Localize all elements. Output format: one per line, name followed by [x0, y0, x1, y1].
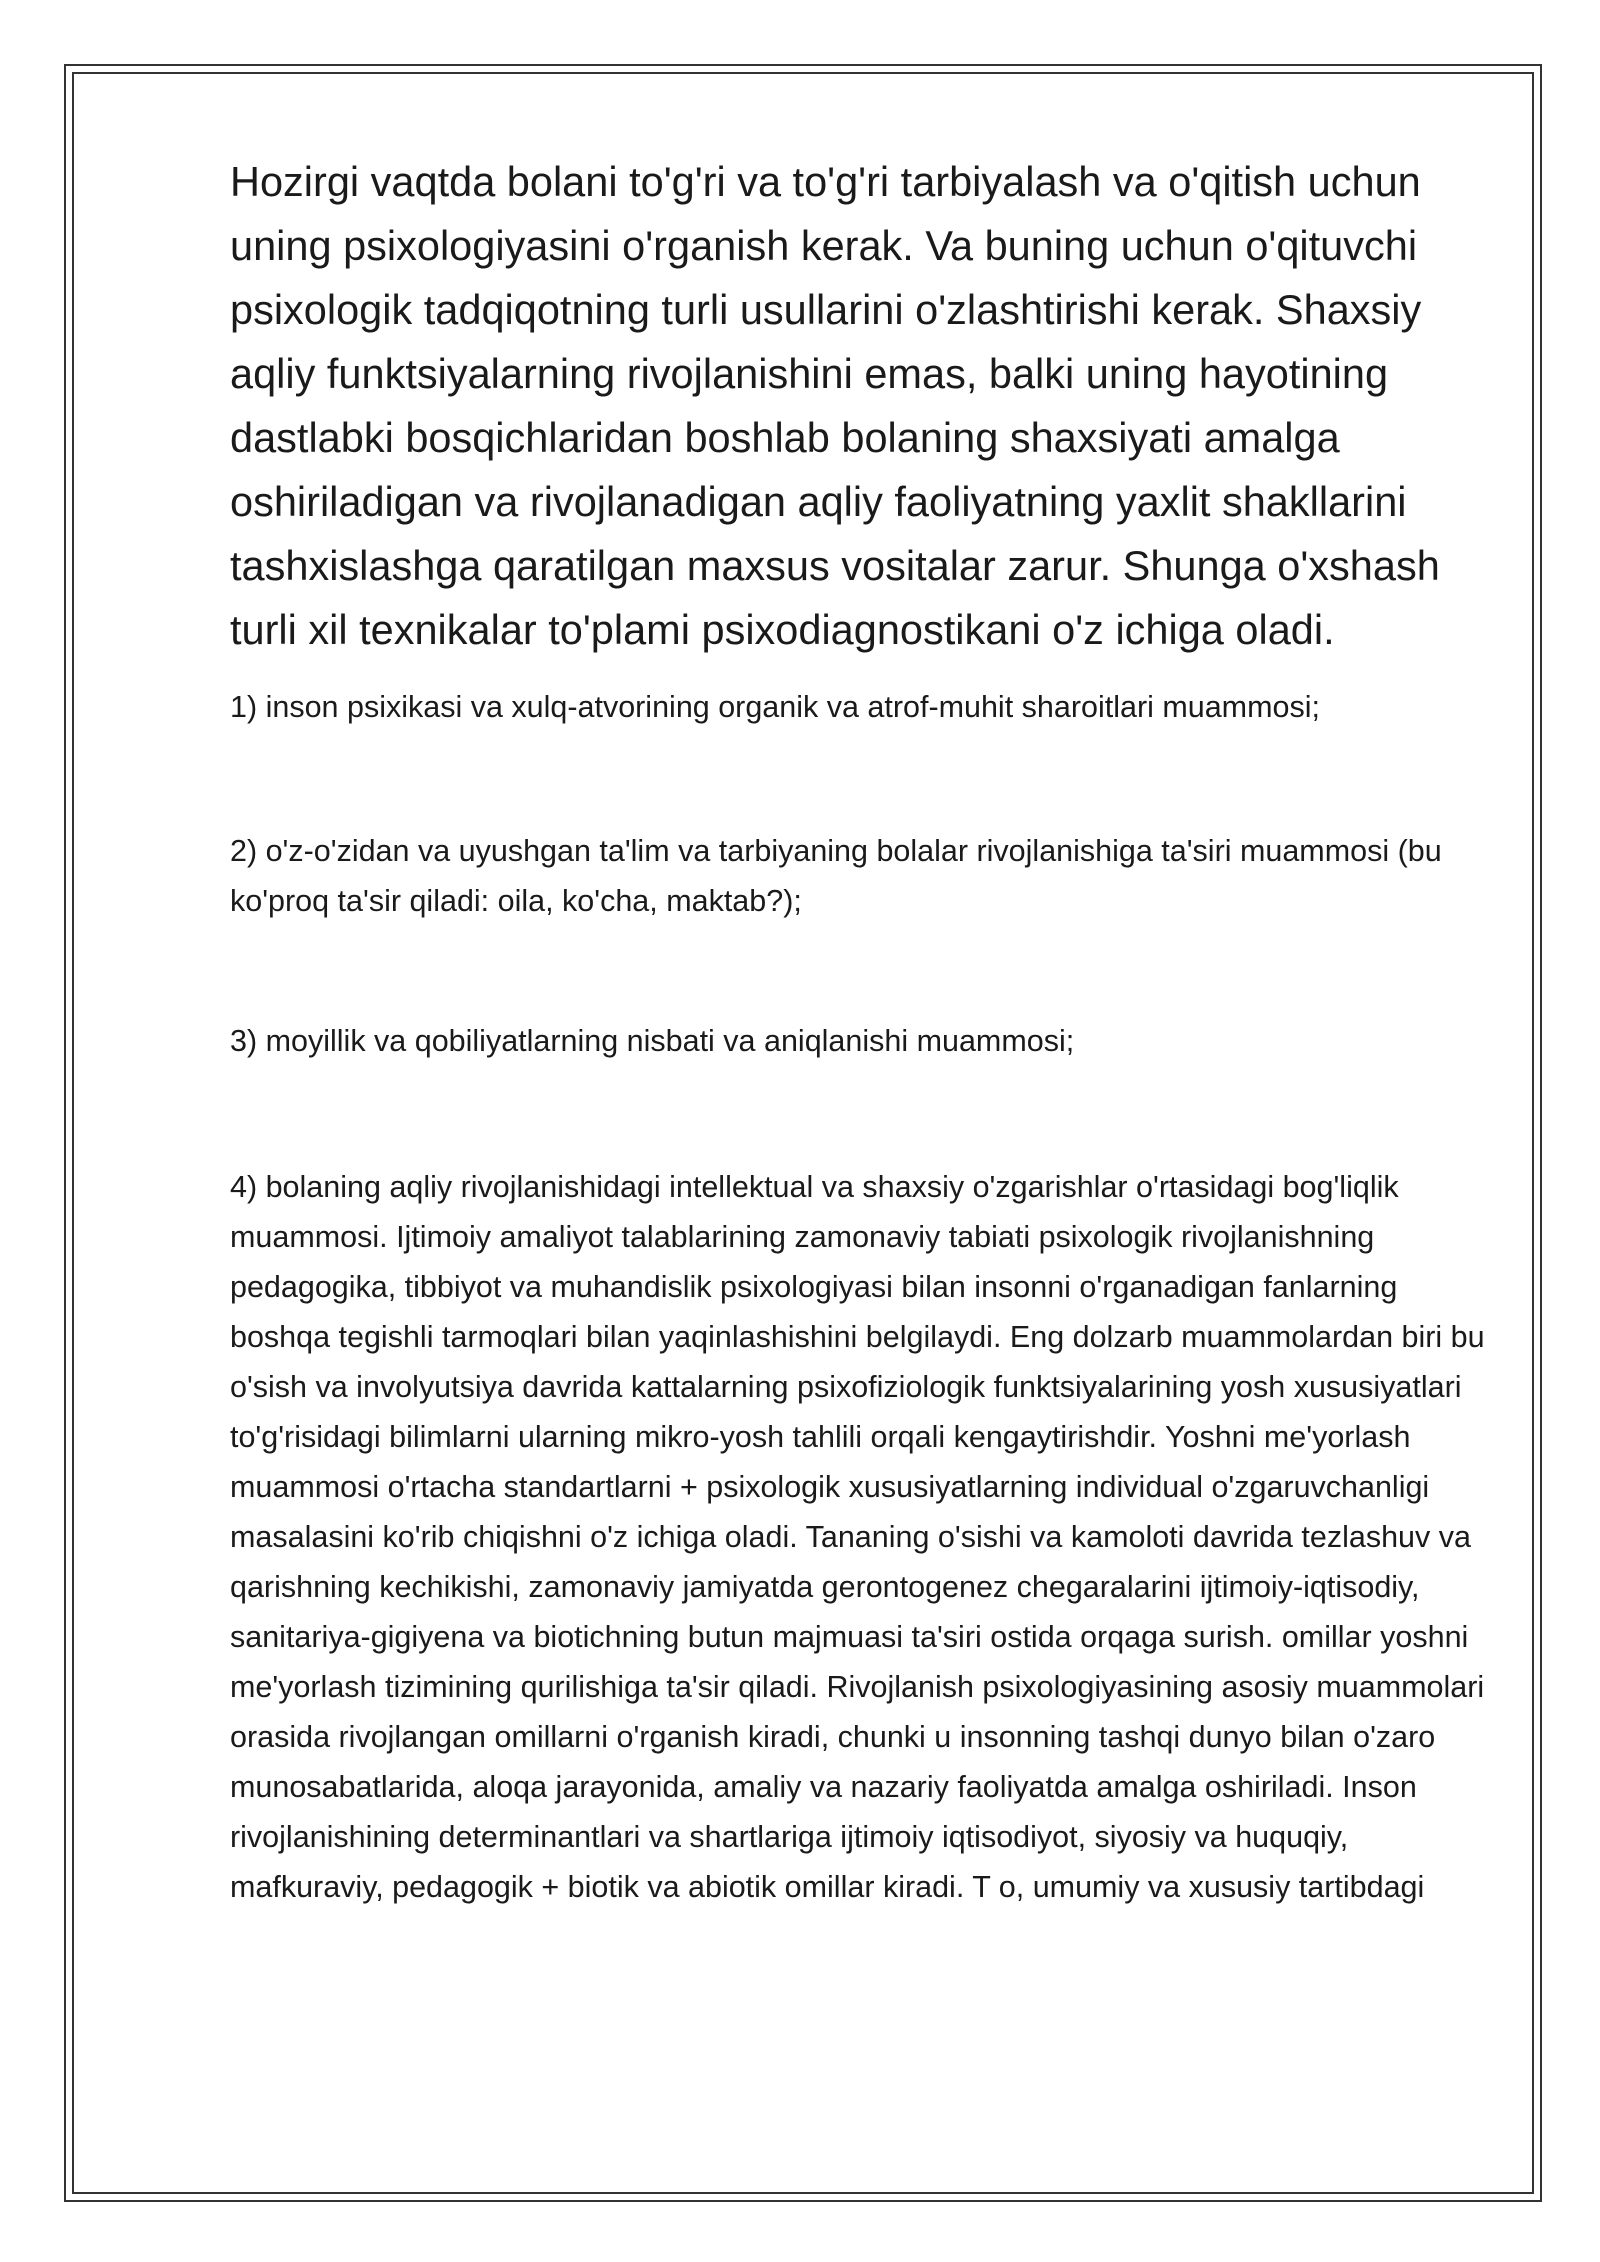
- lead-paragraph: Hozirgi vaqtda bolani to'g'ri va to'g'ri tarbiyalash va o'qitish uchun uning psixologiyasini o'rganish kerak. Va buning uchun o'qituvchi psixologik tadqiqotning turli usullarini o'zlashtirishi kerak. Shaxsiy aqliy funktsiyalarning rivojlanishini emas, balki uning hayotining dastlabki bosqichlaridan boshlab bolaning shaxsiyati amalga oshiriladigan va rivojlanadigan aqliy faoliyatning yaxlit shakllarini tashxislashga qaratilgan maxsus vositalar zarur. Shunga o'xshash turli xil texnikalar to'plami psixodiagnostikani o'z ichiga oladi.: [230, 158, 1440, 653]
- list-item-3: 3) moyillik va qobiliyatlarning nisbati va aniqlanishi muammosi;: [230, 1024, 1075, 1058]
- list-item-4: 4) bolaning aqliy rivojlanishidagi intellektual va shaxsiy o'zgarishlar o'rtasidagi bog'liqlik muammosi. Ijtimoiy amaliyot talablarining zamonaviy tabiati psixologik rivojlanishning pedagogika, tibbiyot va muhandislik psixologiyasi bilan insonni o'rganadigan fanlarning boshqa tegishli tarmoqlari bilan yaqinlashishini belgilaydi. Eng dolzarb muammolardan biri bu o'sish va involyutsiya davrida kattalarning psixofiziologik funktsiyalarining yosh xususiyatlari to'g'risidagi bilimlarni ularning mikro-yosh tahlili orqali kengaytirishdir. Yoshni me'yorlash muammosi o'rtacha standartlarni + psixologik xususiyatlarning individual o'zgaruvchanligi masalasini ko'rib chiqishni o'z ichiga oladi. Tananing o'sishi va kamoloti davrida tezlashuv va qarishning kechikishi, zamonaviy jamiyatda gerontogenez chegaralarini ijtimoiy-iqtisodiy, sanitariya-gigiyena va biotichning butun majmuasi ta'siri ostida orqaga surish. omillar yoshni me'yorlash tizimining qurilishiga ta'sir qiladi. Rivojlanish psixologiyasining asosiy muammolari orasida rivojlangan omillarni o'rganish kiradi, chunki u insonning tashqi dunyo bilan o'zaro munosabatlarida, aloqa jarayonida, amaliy va nazariy faoliyatda amalga oshiriladi. Inson rivojlanishining determinantlari va shartlariga ijtimoiy iqtisodiyot, siyosiy va huquqiy, mafkuraviy, pedagogik + biotik va abiotik omillar kiradi. T o, umumiy va xususiy tartibdagi: [230, 1170, 1485, 1904]
- document-body: [230, 150, 1490, 1912]
- list-item-1: 1) inson psixikasi va xulq-atvorining organik va atrof-muhit sharoitlari muammosi;: [230, 690, 1320, 724]
- list-item-2: 2) o'z-o'zidan va uyushgan ta'lim va tarbiyaning bolalar rivojlanishiga ta'siri muammosi (bu ko'proq ta'sir qiladi: oila, ko'cha, maktab?);: [230, 834, 1442, 918]
